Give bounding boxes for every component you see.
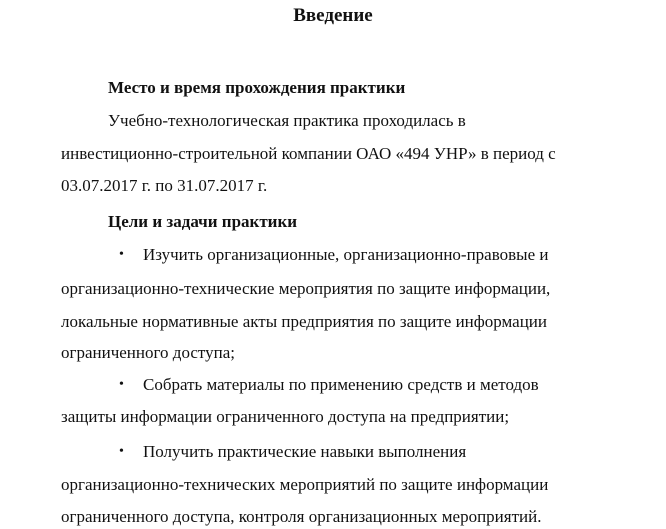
list-item-line: локальные нормативные акты предприятия по защите информации: [61, 312, 548, 331]
bullet-icon: •: [119, 444, 124, 459]
list-item-line: ограниченного доступа;: [61, 343, 235, 362]
list-item-line: Собрать материалы по применению средств и методов: [143, 375, 539, 394]
bullet-icon: •: [119, 377, 124, 392]
document-title: Введение: [293, 5, 373, 26]
list-item-line: Получить практические навыки выполнения: [143, 442, 467, 461]
paragraph-line: инвестиционно-строительной компании ОАО «494 УНР» в период с: [61, 144, 556, 163]
paragraph-line: 03.07.2017 г. по 31.07.2017 г.: [61, 176, 268, 195]
list-item-line: ограниченного доступа, контроля организационных мероприятий.: [61, 507, 542, 526]
section-heading-place-time: Место и время прохождения практики: [108, 78, 406, 97]
bullet-icon: •: [119, 247, 124, 262]
paragraph-line: Учебно-технологическая практика проходилась в: [108, 111, 466, 130]
section-heading-goals: Цели и задачи практики: [108, 212, 298, 231]
list-item-line: защиты информации ограниченного доступа на предприятии;: [61, 407, 510, 426]
list-item-line: организационно-технических мероприятий по защите информации: [61, 475, 549, 494]
list-item-line: Изучить организационные, организационно-правовые и: [143, 245, 549, 264]
list-item-line: организационно-технические мероприятия по защите информации,: [61, 279, 551, 298]
